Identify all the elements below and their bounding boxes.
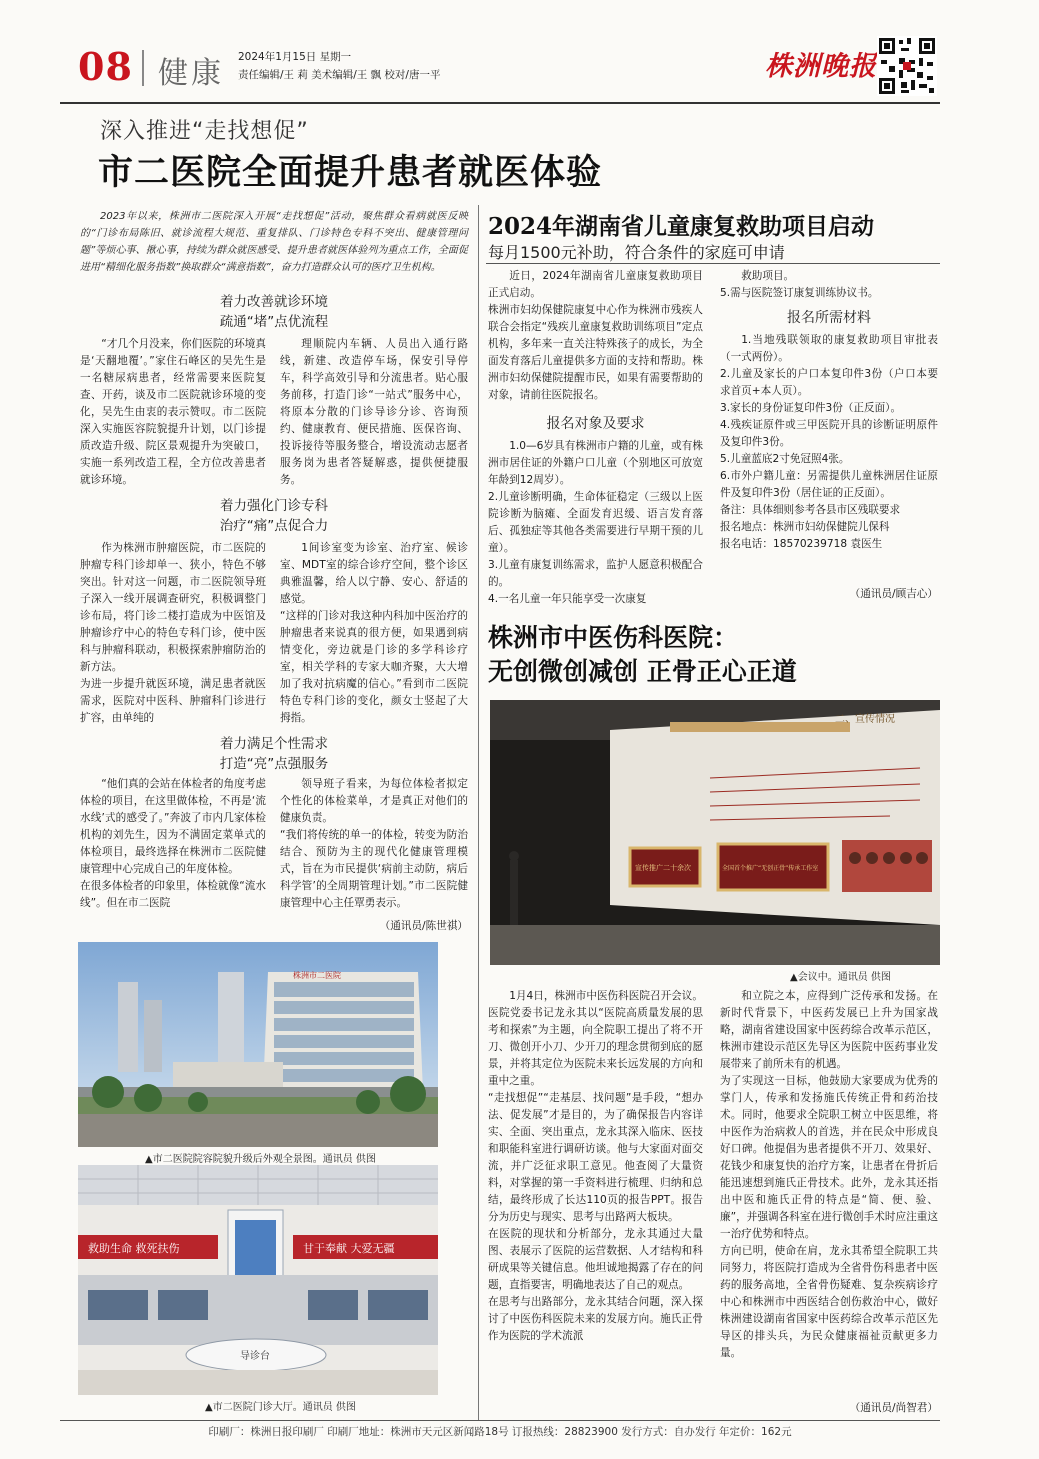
print-footer: 印刷厂：株洲日报印刷厂 印刷厂地址：株洲市天元区新闻路18号 订报热线：28823900 发行方式：自办发行 年定价：162元 [208,1426,792,1438]
story2-section-b: 报名所需材料 [787,310,871,326]
main-kicker: 深入推进“走找想促” [100,119,309,144]
story2-col-b-top: 救助项目。 5.需与医院签订康复训练协议书。 [720,270,879,299]
main-headline: 市二医院全面提升患者就医体验 [98,153,603,193]
hall-banner-left: 救助生命 救死扶伤 [88,1242,180,1255]
screen-title: 二、宣传情况 [835,714,895,725]
hall-banner-right: 甘于奉献 大爱无疆 [303,1242,395,1255]
section2-head-line2: 治疗“痛”点促合力 [219,518,329,534]
editor-credits: 责任编辑/王 莉 美术编辑/王 飘 校对/唐一平 [238,69,441,81]
meeting-photo [490,700,940,965]
story3-col-b: 和立院之本，应得到广泛传承和发扬。在新时代背景下，中医药发展已上升为国家战略，湖南省建设国家中医药综合改革示范区，株洲市建设示范区先导区为医院中医药事业发展带来了前所未有的机遇。 为了实现这一目标，他鼓励大家要成为优秀的掌门人，传承和发扬施氏传统正骨和药治技术。同时，他要求全院职工树立中医思维，将中医作为治病救人的首选，并在民众中形成良好口碑。他提倡为患者提供不开刀、效果好、花钱少和康复快的治疗方案，让患者在骨折后能迅速想到施氏正骨技术。此外，龙永其还指出中医和施氏正骨的特点是“简、便、验、廉”，并强调各科室在进行微创手术时应注重这一治疗优势和特点。 方向已明，使命在肩，龙永其希望全院职工共同努力，将医院打造成为全省骨伤科患者中医药的服务高地，全省骨伤疑难、复杂疾病诊疗中心和株洲市中西医结合创伤救治中心，做好株洲建设湖南省国家中医药综合改革示范区先导区的排头兵，为民众健康福祉贡献更多力量。 [720,990,938,1359]
section3-byline: （通讯员/陈世祺） [379,920,468,932]
qr-code-icon [877,36,937,96]
main-lead: 2023年以来，株洲市二医院深入开展“走找想促”活动，聚焦群众看病就医反映的“门诊布局陈旧、就诊流程大规范、重复排队、门诊特色专科不突出、健康管理问题”等烦心事、揪心事，持续为群众就医感受、提升患者就医体验列为重点工作，全面促进用“精细化服务指数”换取群众“满意指数”，奋力打造群众认可的医疗卫生机构。 [80,211,468,273]
story3-headline-1: 株洲市中医伤科医院： [488,623,739,652]
section3-head-line2: 打造“亮”点强服务 [219,756,329,772]
newspaper-logo: 株洲晚报 [765,51,877,82]
masthead-rule [60,102,940,104]
section2-head [80,496,468,536]
story2-requirements: 1.0—6岁具有株洲市户籍的儿童，或有株洲市居住证的外籍户口儿童（个别地区可放宽年龄到12周岁）。 2.儿童诊断明确，生命体征稳定（三级以上医院诊断为脑瘫、全面发育迟缓、语言发育落后、孤独症等其他各类需要进行早期干预的儿童）。 3.儿童有康复训练需求，监护人愿意积极配合的。 4.一名儿童一年只能享受一次康复 [488,440,703,604]
meeting-photo-caption: ▲会议中。通讯员 供图 [790,972,891,983]
story2-materials: 1.当地残联领取的康复救助项目审批表（一式两份）。 2.儿童及家长的户口本复印件3份（户口本要求首页+本人页）。 3.家长的身份证复印件3份（正反面）。 4.残疾证原件或三甲医院开具的诊断证明原件及复印件3份。 5.儿童蓝底2寸免冠照4张。 6.市外户籍儿童：另需提供儿童株洲居住证原件及复印件3份（居住证的正反面）。 备注：具体细则参考各县市区残联要求 报名地点：株洲市妇幼保健院儿保科 报名电话：18570239718 袁医生 [720,334,938,550]
section-name: 健康 [158,56,224,91]
outpatient-hall-photo [78,1165,438,1395]
masthead [60,30,940,100]
story3-byline: （通讯员/尚智君） [849,1402,938,1414]
panel-middle-text: 全国首个推广“无创正骨”传承工作室 [722,865,819,872]
footer-rule [60,1420,940,1421]
section1-col-b: 理顺院内车辆、人员出入通行路线，新建、改造停车场，保安引导停车，科学高效引导和分流患者。贴心服务前移，打造门诊“一站式”服务中心，将原本分散的门诊导诊分诊、咨询预约、健康教育、便民措施、医保咨询、投诉接待等服务整合，增设流动志愿者服务岗为患者答疑解惑，提供便捷服务。 [280,338,468,486]
section1-head [80,292,468,332]
story2-headline: 2024年湖南省儿童康复救助项目启动 [488,213,875,240]
section3-col-b: 领导班子看来，为每位体检者拟定个性化的体检菜单，才是真正对他们的健康负责。 “我们将传统的单一的体检，转变为防治结合、预防为主的现代化健康管理模式，旨在为市民提供‘病前主动防，病后科学管’的全周期管理计划。”市二医院健康管理中心主任覃勇表示。 [280,778,468,909]
page-number: 08 [78,44,133,89]
section2-col-a: 作为株洲市肿瘤医院，市二医院的肿瘤专科门诊却单一、狭小，特色不够突出。针对这一问题，市二医院领导班子深入一线开展调查研究，积极调整门诊布局，将门诊二楼打造成为中医馆及肿瘤诊疗中心的特色专科门诊，使中医科与肿瘤科联动，积极探索肿瘤防治的新方法。 为进一步提升就医环境，满足患者就医需求，医院对中医科、肿瘤科门诊进行扩容，由单纯的 [80,542,266,724]
story3-col-a: 1月4日，株洲市中医伤科医院召开会议。医院党委书记龙永其以“医院高质量发展的思考和探索”为主题，向全院职工提出了将不开刀、微创开小刀、少开刀的理念贯彻到底的愿景，并将其定位为医院未来长远发展的方向和重中之重。 “走找想促”“走基层、找问题”是手段，“想办法、促发展”才是目的，为了确保报告内容详实、全面、突出重点，龙永其深入临床、医技和职能科室进行调研访谈。他与大家面对面交流，并广泛征求职工意见。他查阅了大量资料，对掌握的第一手资料进行梳理、归纳和总结，最终形成了长达110页的报告PPT。报告分为历史与现实、思考与出路两大板块。 在医院的现状和分析部分，龙永其通过大量图、表展示了医院的运营数据、人才结构和科研成果等关键信息。他坦诚地揭露了存在的问题，直指要害，明确地表达了自己的观点。 在思考与出路部分，龙永其结合问题，深入探讨了中医伤科医院未来的发展方向。施氏正骨作为医院的学术流派 [488,990,703,1342]
photo2-caption: ▲市二医院门诊大厅。通讯员 供图 [205,1402,356,1413]
photo1-caption: ▲市二医院院容院貌升级后外观全景图。通讯员 供图 [145,1154,376,1165]
guide-desk-sign: 导诊台 [240,1351,270,1362]
hospital-sign: 株洲市二医院 [293,971,341,980]
story2-byline: （通讯员/顾吉心） [849,588,938,600]
column-divider [478,205,479,1420]
section2-head-line1: 着力强化门诊专科 [220,498,328,514]
section1-head-line2: 疏通“堵”点优流程 [219,314,329,330]
story2-subhead: 每月1500元补助，符合条件的家庭可申请 [488,243,785,262]
section3-head [80,734,468,774]
hospital-exterior-photo [78,942,438,1147]
section-divider [142,50,144,86]
issue-date: 2024年1月15日 星期一 [238,51,352,63]
panel-left-text: 宣传推广二十余次 [635,864,691,872]
story2-section-a: 报名对象及要求 [546,416,645,432]
section3-head-line1: 着力满足个性需求 [220,736,328,752]
section2-col-b: 1间诊室变为诊室、治疗室、候诊室、MDT室的综合诊疗空间，整个诊区典雅温馨，给人以宁静、安心、舒适的感觉。 “这样的门诊对我这种内科加中医治疗的肿瘤患者来说真的很方便，如果遇到病情变化，旁边就是门诊的多学科诊疗室，相关学科的专家大咖齐聚，大大增加了我对抗病魔的信心。”看到市二医院特色专科门诊的变化，颜女士竖起了大拇指。 [280,542,468,724]
story2-intro: 近日，2024年湖南省儿童康复救助项目正式启动。 株洲市妇幼保健院康复中心作为株洲市残疾人联合会指定“残疾儿童康复救助训练项目”定点机构，多年来一直关注特殊孩子的成长，为全面发育落后儿童提供多方面的支持和帮助。株洲市妇幼保健院提醒市民，如果有需要帮助的对象，请前往医院报名。 [488,270,703,401]
section3-col-a: “他们真的会站在体检者的角度考虑体检的项目，在这里做体检，不再是‘流水线’式的感受了。”奔波了市内几家体检机构的刘先生，因为不满固定菜单式的体检项目，最终选择在株洲市二医院健康管理中心完成自己的年度体检。 在很多体检者的印象里，体检就像“流水线”。但在市二医院 [80,778,266,909]
section1-head-line1: 着力改善就诊环境 [220,294,328,310]
story3-headline-2: 无创微创减创 正骨正心正道 [488,657,797,686]
section1-col-a: “才几个月没来，你们医院的环境真是‘天翻地覆’。”家住石峰区的吴先生是一名糖尿病患者，经常需要来医院复查、开药，谈及市二医院就诊环境的变化，吴先生由衷的表示赞叹。市二医院深入实施医容院貌提升计划，以门诊提质改造升级、院区景观提升为突破口，实施一系列改造工程，全方位改善患者就诊环境。 [80,338,266,486]
story2-rule [486,263,940,264]
